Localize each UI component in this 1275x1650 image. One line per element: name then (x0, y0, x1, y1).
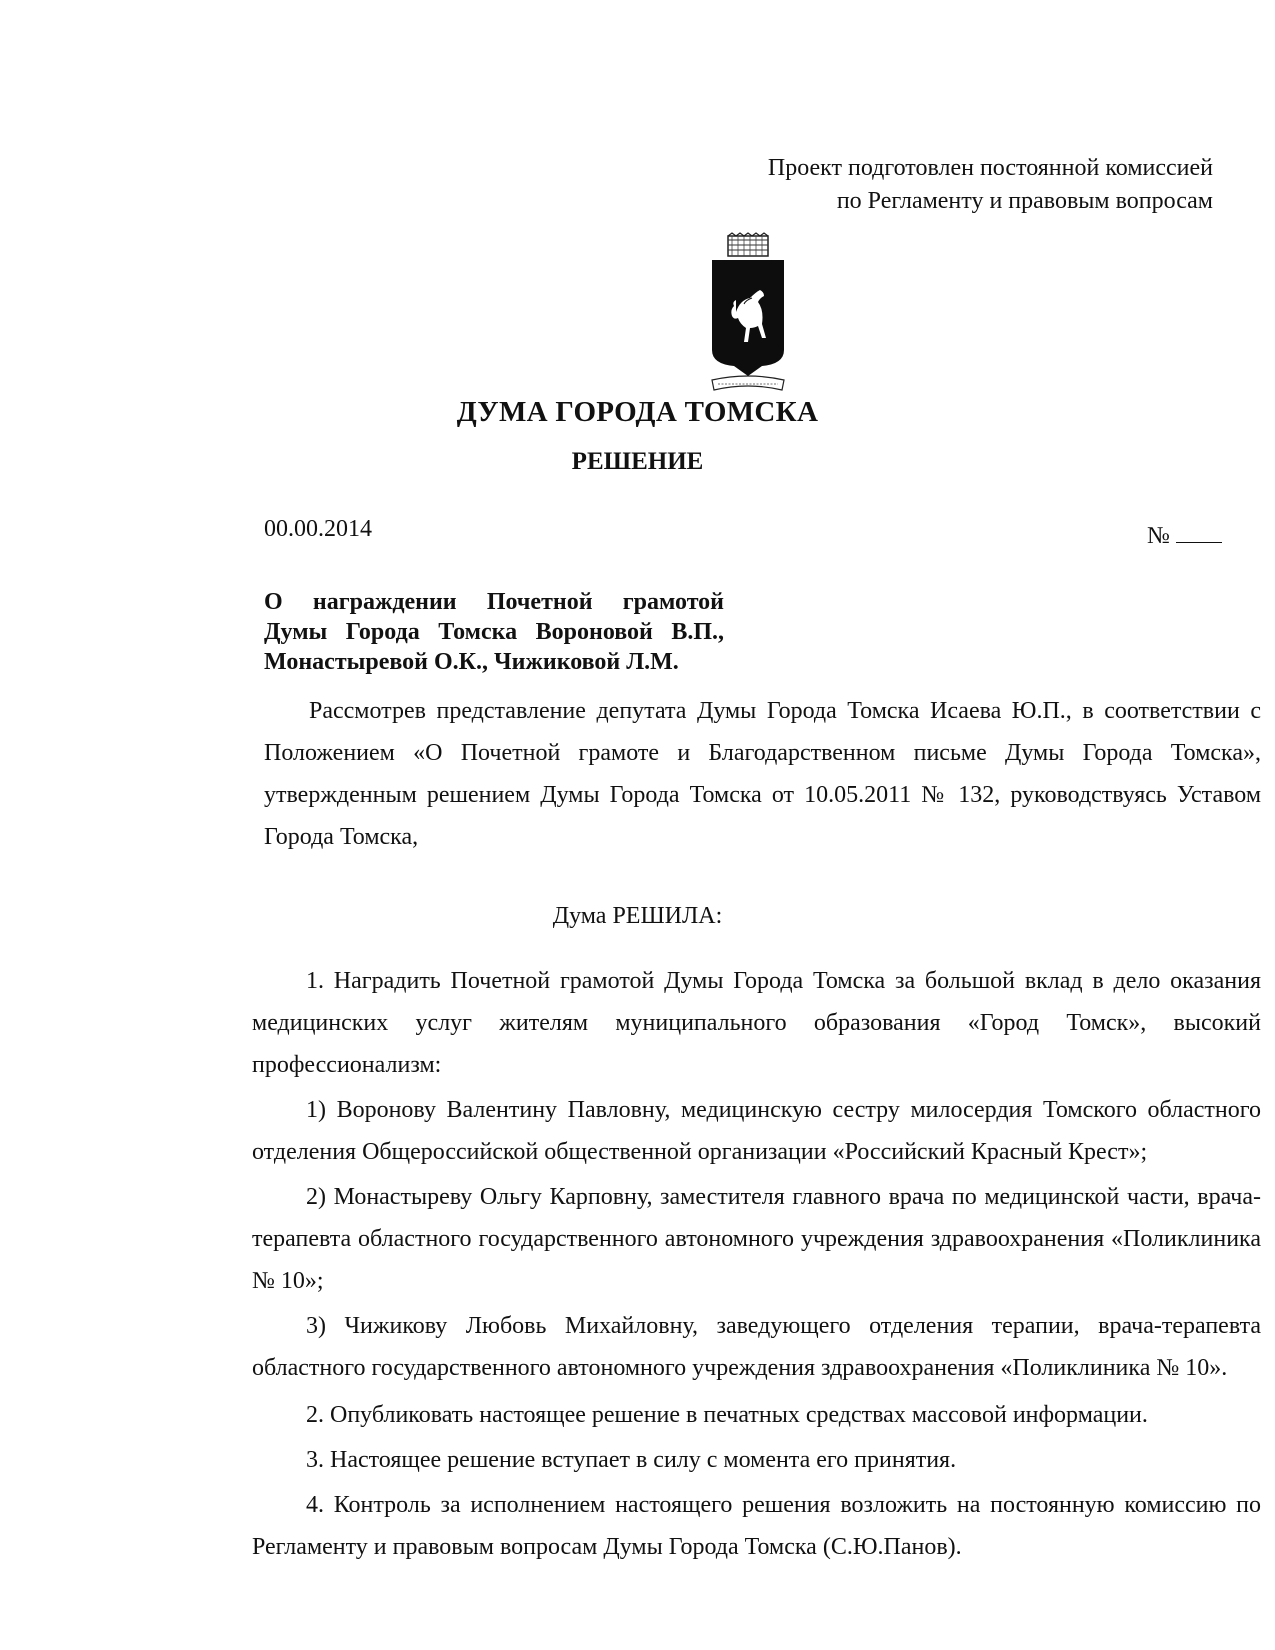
document-type: РЕШЕНИЕ (571, 448, 704, 475)
organization-title: ДУМА ГОРОДА ТОМСКА (456, 396, 819, 428)
number-label: № (1147, 523, 1170, 549)
tomsk-coat-of-arms-icon (710, 232, 786, 398)
preamble-paragraph: Рассмотрев представление депутата Думы Города Томска Исаева Ю.П., в соответствии с Положением «О Почетной грамоте и Благодарственном письме Думы Города Томска», утвержденным решением Думы Города Томска от 10.05.2011 № 132, руководствуясь Уставом Города Томска, (264, 698, 1261, 850)
subject-line-3: Монастыревой О.К., Чижиковой Л.М. (264, 649, 679, 675)
decision-date: 00.00.2014 (264, 516, 372, 542)
decision-number (1147, 522, 1222, 550)
prepared-by-line-1: Проект подготовлен постоянной комиссией (767, 155, 1213, 181)
subject-line-2: Думы Города Томска Вороновой В.П., (264, 619, 724, 645)
item-1: 1. Наградить Почетной грамотой Думы Города Томска за большой вклад в дело оказания медицинских услуг жителям муниципального образования «Город Томск», высокий профессионализм: (252, 968, 1261, 1078)
decision-body (252, 960, 1261, 1568)
item-1-2: 2) Монастыреву Ольгу Карповну, заместителя главного врача по медицинской части, врача-терапевта областного государственного автономного учреждения здравоохранения «Поликлиника № 10»; (252, 1184, 1261, 1294)
decided-heading: Дума РЕШИЛА: (552, 903, 723, 929)
item-1-1: 1) Воронову Валентину Павловну, медицинскую сестру милосердия Томского областного отделения Общероссийской общественной организации «Российский Красный Крест»; (252, 1097, 1261, 1165)
item-4: 4. Контроль за исполнением настоящего решения возложить на постоянную комиссию по Регламенту и правовым вопросам Думы Города Томска (С.Ю.Панов). (252, 1492, 1261, 1560)
item-3: 3. Настоящее решение вступает в силу с момента его принятия. (306, 1447, 957, 1473)
prepared-by-note (693, 152, 1213, 218)
decision-subject (264, 587, 724, 677)
prepared-by-line-2: по Регламенту и правовым вопросам (836, 188, 1213, 214)
item-2: 2. Опубликовать настоящее решение в печатных средствах массовой информации. (306, 1402, 1148, 1428)
subject-line-1: О награждении Почетной грамотой (264, 589, 724, 615)
number-blank (1176, 522, 1222, 543)
item-1-3: 3) Чижикову Любовь Михайловну, заведующего отделения терапии, врача-терапевта областного государственного автономного учреждения здравоохранения «Поликлиника № 10». (252, 1313, 1261, 1381)
